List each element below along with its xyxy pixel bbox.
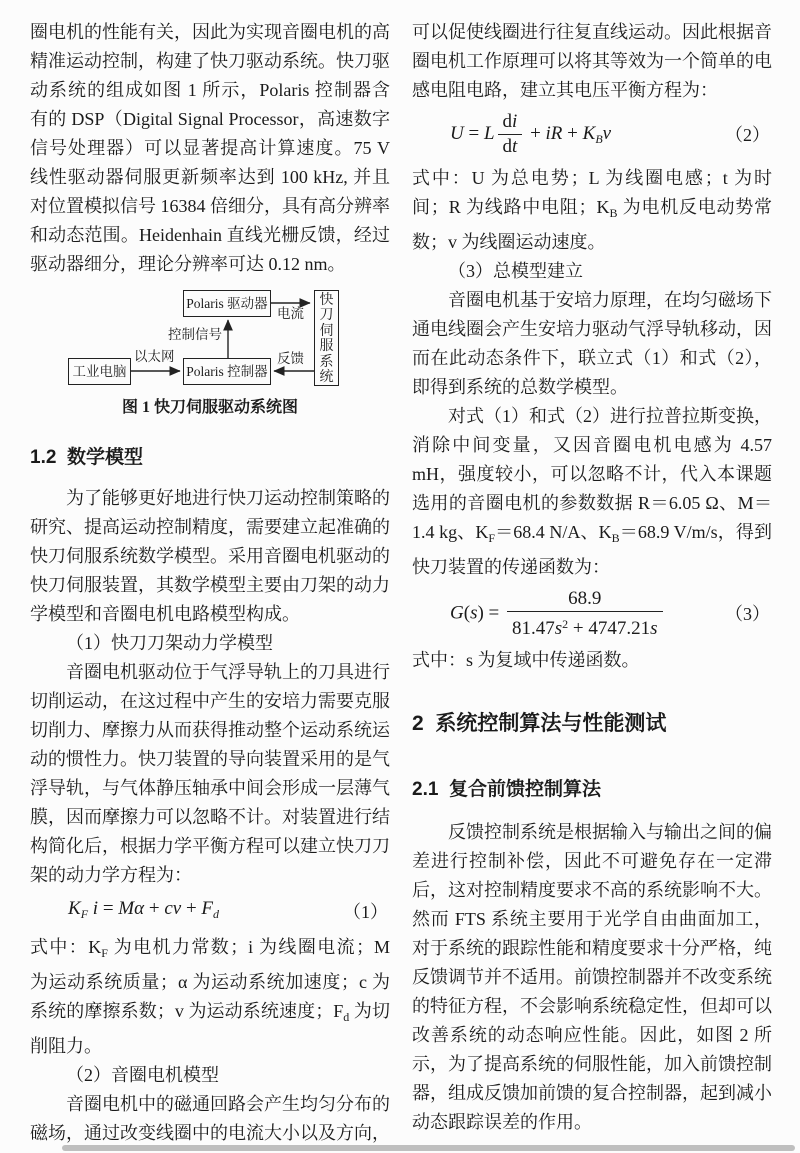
fraction-denominator: dt (502, 136, 518, 157)
fraction-denominator: $81.47s^2 + 4747.21s$ (512, 617, 658, 639)
paragraph-vcm: 音圈电机中的磁通回路会产生均匀分布的磁场，通过改变线圈中的电流大小以及方向， (30, 1094, 390, 1143)
paragraph-dynamics: 音圈电机驱动位于气浮导轨上的刀具进行切削运动，在这过程中产生的安培力需要克服切削力、摩擦力从而获得推动整个运动系统运动的惯性力。快刀装置的导向装置采用的是气浮导轨，与气体静压轴承中间会形成一层薄气膜，因而摩擦力可以忽略不计。对装置进行结构简化后，根据力学平衡方程可以建立快刀刀架的动力学方程为： (30, 662, 390, 885)
paragraph-eq3-note: 式中：s 为复域中传递函数。 (412, 650, 640, 670)
paragraph-laplace: 对式（1）和式（2）进行拉普拉斯变换，消除中间变量，又因音圈电机电感为 4.57 mH，强度较小，可以忽略不计，代入本课题选用的音圈电机的参数数据 R＝6.05 Ω、M＝1.4 kg、$K_F=68.4$ N/A、$K_B=68.9$ V/m/s，得到快刀装置的传递函数为： (412, 406, 773, 577)
equation-2 (412, 111, 772, 158)
figure-label-ethernet: 以太网 (134, 349, 175, 364)
fraction-numerator: di (498, 111, 523, 135)
figure-label-control-signal: 控制信号 (168, 327, 222, 342)
paragraph-feedback-control: 反馈控制系统是根据输入与输出之间的偏差进行控制补偿，因此不可避免存在一定滞后，这对控制精度要求不高的系统影响不大。然而 FTS 系统主要用于光学自由曲面加工，对于系统的跟踪性能和精度要求十分严格，纯反馈调节并不适用。前馈控制器并不改变系统的特征方程，不会影响系统稳定性，但却可以改善系统的动态响应性能。因此，如图 2 所示，为了提高系统的伺服性能，加入前馈控制器，组成反馈加前馈的复合控制器，起到减小动态跟踪误差的作用。 (412, 822, 772, 1132)
equation-2-fraction (498, 111, 523, 158)
paragraph-eq1-note: 式中：$K_F$ 为电机力常数；i 为线圈电流；M 为运动系统质量；α 为运动系统加速度；c 为系统的摩擦系数；v 为运动系统速度；$F_d$ 为切削阻力。 (30, 937, 391, 1056)
equation-2-pre: U = L (450, 122, 495, 144)
right-column (412, 0, 772, 1137)
equation-3-pre: G(s) = (450, 602, 505, 624)
paragraph-eq2-note: 式中：U 为总电势；L 为线圈电感；t 为时间；R 为线路中电阻；$K_B$ 为电机反电动势常数；v 为线圈运动速度。 (412, 168, 773, 252)
subheading-total-model: （3）总模型建立 (448, 261, 583, 281)
equation-1 (30, 896, 390, 927)
heading-2-1: 2.1 复合前馈控制算法 (412, 779, 601, 800)
equation-2-body (450, 111, 611, 158)
heading-1-2: 1.2 数学模型 (30, 447, 143, 468)
heading-section-2: 2 系统控制算法与性能测试 (412, 712, 667, 735)
figure-box-fts-servo-system: 快刀伺服系统 (314, 290, 339, 386)
equation-1-body: $K_F$ i = Mα + cv + $F_d$ (68, 898, 220, 921)
paragraph-model: 为了能够更好地进行快刀运动控制策略的研究、提高运动控制精度，需要建立起准确的快刀伺服系统数学模型。采用音圈电机驱动的快刀伺服装置，其数学模型主要由刀架的动力学模型和音圈电机电路模型构成。 (30, 488, 390, 624)
figure-label-current: 电流 (277, 306, 304, 321)
page-edge-shadow (62, 1145, 795, 1151)
figure-1-caption: 图 1 快刀伺服驱动系统图 (121, 399, 298, 416)
figure-label-feedback: 反馈 (277, 351, 304, 366)
equation-1-number: （1） (343, 901, 388, 922)
figure-1-diagram (30, 285, 388, 389)
figure-1 (30, 285, 390, 419)
fraction-numerator: 68.9 (507, 588, 663, 612)
left-column (30, 0, 390, 1148)
paragraph-continued: 可以促使线圈进行往复直线运动。因此根据音圈电机工作原理可以将其等效为一个简单的电感电阻电路，建立其电压平衡方程为： (412, 22, 772, 100)
equation-3 (412, 588, 772, 640)
equation-3-number: （3） (725, 604, 770, 624)
equation-3-body (450, 588, 666, 640)
subheading-dynamics-model: （1）快刀刀架动力学模型 (66, 633, 273, 653)
figure-box-polaris-driver: Polaris 驱动器 (183, 290, 271, 317)
paragraph-intro: 圈电机的性能有关，因此为实现音圈电机的高精准运动控制，构建了快刀驱动系统。快刀驱动系统的组成如图 1 所示，Polaris 控制器含有的 DSP（Digital Signal Processor，高速数字信号处理器）可以显著提高计算速度。75 V 线性驱动器伺服更新频率达到 100 kHz, 并且对位置模拟信号 16384 倍细分，具有高分辨率和动态范围。Heidenhain 直线光栅反馈，经过驱动器细分，理论分辨率可达 0.12 nm。 (30, 22, 390, 274)
subheading-vcm-model: （2）音圈电机模型 (66, 1065, 219, 1085)
figure-box-industrial-pc: 工业电脑 (68, 358, 131, 385)
paragraph-total-model: 音圈电机基于安培力原理，在均匀磁场下通电线圈会产生安培力驱动气浮导轨移动，因而在此动态条件下，联立式（1）和式（2），即得到系统的总数学模型。 (412, 290, 772, 397)
equation-2-number: （2） (725, 124, 770, 145)
equation-2-post: + iR + $K_Bv$ (525, 122, 612, 146)
figure-box-polaris-controller: Polaris 控制器 (183, 358, 271, 385)
equation-3-fraction (507, 588, 663, 640)
